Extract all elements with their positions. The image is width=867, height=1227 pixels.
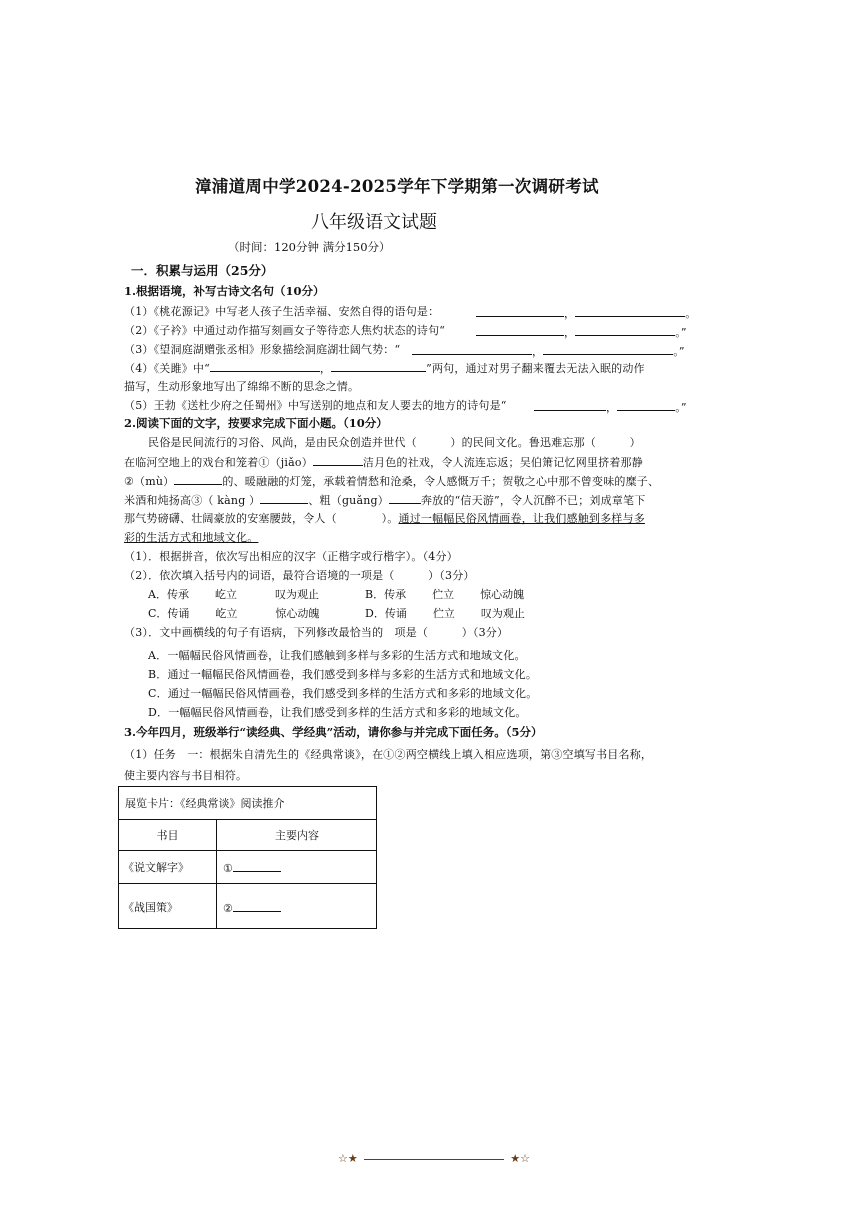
task-1-line-1: （1）任务 一：根据朱自清先生的《经典常谈》，在①②两空横线上填入相应选项，第③空填写书目名称， [124, 748, 653, 761]
exam-subtitle: 八年级语文试题 [311, 212, 437, 233]
table-row-2-content[interactable]: ② [223, 899, 281, 915]
q1-line-4: （4）《关雎》中“ ， ”两句，通过对男子翻来覆去无法入眠的动作 [124, 359, 645, 376]
question-2-title: 2.阅读下面的文字，按要求完成下面小题。（10分） [124, 416, 388, 430]
footer-ornament [338, 1152, 530, 1166]
choice-d: D．一幅幅民俗风情画卷，让我们感受到多样的生活方式和多彩的地域文化。 [148, 706, 527, 719]
q1-line-5: （5）王勃《送杜少府之任蜀州》中写送别的地点和友人要去的地方的诗句是“ [124, 399, 507, 412]
passage-line-5: 那气势磅礴、壮阔豪放的安塞腰鼓，令人（ ）。通过一幅幅民俗风情画卷，让我们感触到多样与多 [124, 512, 645, 525]
footer-divider [364, 1159, 504, 1160]
table-row-1-content[interactable]: ① [223, 859, 281, 875]
time-info: （时间：120分钟 满分150分） [228, 240, 391, 254]
q1-blank-5[interactable]: ， 。” [534, 396, 690, 415]
subquestion-1: （1）．根据拼音，依次写出相应的汉字（正楷字或行楷字）。（4分） [124, 550, 458, 563]
option-c: C．传诵 屹立 惊心动魄 [148, 607, 320, 620]
choice-a: A．一幅幅民俗风情画卷，让我们感触到多样与多彩的生活方式和地域文化。 [148, 649, 526, 662]
option-d: D．传诵 伫立 叹为观止 [365, 607, 525, 620]
exam-title: 漳浦道周中学2024-2025学年下学期第一次调研考试 [195, 177, 599, 196]
reading-card-table [118, 786, 377, 929]
q1-blank-2[interactable]: ， 。” [476, 321, 691, 340]
choice-c: C．通过一幅幅民俗风情画卷，我们感受到多样的生活方式和多彩的地域文化。 [148, 687, 538, 700]
star-icon: ☆★ [338, 1152, 358, 1165]
table-header-book: 书目 [156, 829, 179, 842]
task-1-line-2: 使主要内容与书目相符。 [124, 769, 248, 782]
table-header-content: 主要内容 [275, 829, 319, 842]
passage-line-6: 彩的生活方式和地域文化。 [124, 531, 259, 544]
section-heading: 一．积累与运用（25分） [131, 263, 274, 278]
q1-line-1: （1）《桃花源记》中写老人孩子生活幸福、安然自得的语句是： [124, 305, 440, 318]
q1-blank-1[interactable]: ， 。 [476, 302, 687, 321]
q1-blank-3[interactable]: ， 。” [412, 340, 692, 359]
underlined-sentence: 通过一幅幅民俗风情画卷，让我们感触到多样与多 [398, 512, 645, 525]
question-1-title: 1.根据语境，补写古诗文名句（10分） [124, 284, 325, 298]
passage-line-3: ②（mù） 的、暖融融的灯笼，承载着情愁和沧桑，令人感慨万千；贺敬之心中那不曾变味的糜子、 [124, 472, 659, 489]
passage-line-4: 米酒和炖扬高③（ kàng ） 、粗（guǎng） 奔放的“信天游”，令人沉醉不已；刘成章笔下 [124, 491, 645, 508]
subquestion-2: （2）．依次填入括号内的词语，最符合语境的一项是（ ）（3分） [124, 569, 475, 582]
subquestion-3: （3）．文中画横线的句子有语病，下列修改最恰当的 项是（ ）（3分） [124, 626, 509, 639]
q1-line-2: （2）《子衿》中通过动作描写刻画女子等待恋人焦灼状态的诗句“ [124, 324, 446, 337]
table-row-1-book: 《说文解字》 [123, 861, 189, 874]
table-caption: 展览卡片：《经典常谈》阅读推介 [125, 797, 285, 810]
option-b: B．传承 伫立 惊心动魄 [365, 588, 525, 601]
passage-line-1: 民俗是民间流行的习俗、风尚，是由民众创造并世代（ ）的民间文化。鲁迅难忘那（ ） [148, 436, 641, 449]
question-3-title: 3.今年四月，班级举行“读经典、学经典”活动，请你参与并完成下面任务。（5分） [124, 725, 543, 739]
table-row-2-book: 《战国策》 [123, 901, 178, 914]
choice-b: B．通过一幅幅民俗风情画卷，我们感受到多样与多彩的生活方式和地域文化。 [148, 668, 538, 681]
star-icon: ★☆ [510, 1152, 530, 1165]
option-a: A．传承 屹立 叹为观止 [148, 588, 319, 601]
q1-line-4-cont: 描写，生动形象地写出了绵绵不断的思念之情。 [124, 380, 360, 393]
q1-line-3: （3）《望洞庭湖赠张丞相》形象描绘洞庭湖壮阔气势：“ [124, 343, 401, 356]
passage-line-2: 在临河空地上的戏台和笼着①（jiǎo） 洁月色的社戏，令人流连忘返；吴伯箫记忆网里挤着那静 [124, 453, 643, 470]
